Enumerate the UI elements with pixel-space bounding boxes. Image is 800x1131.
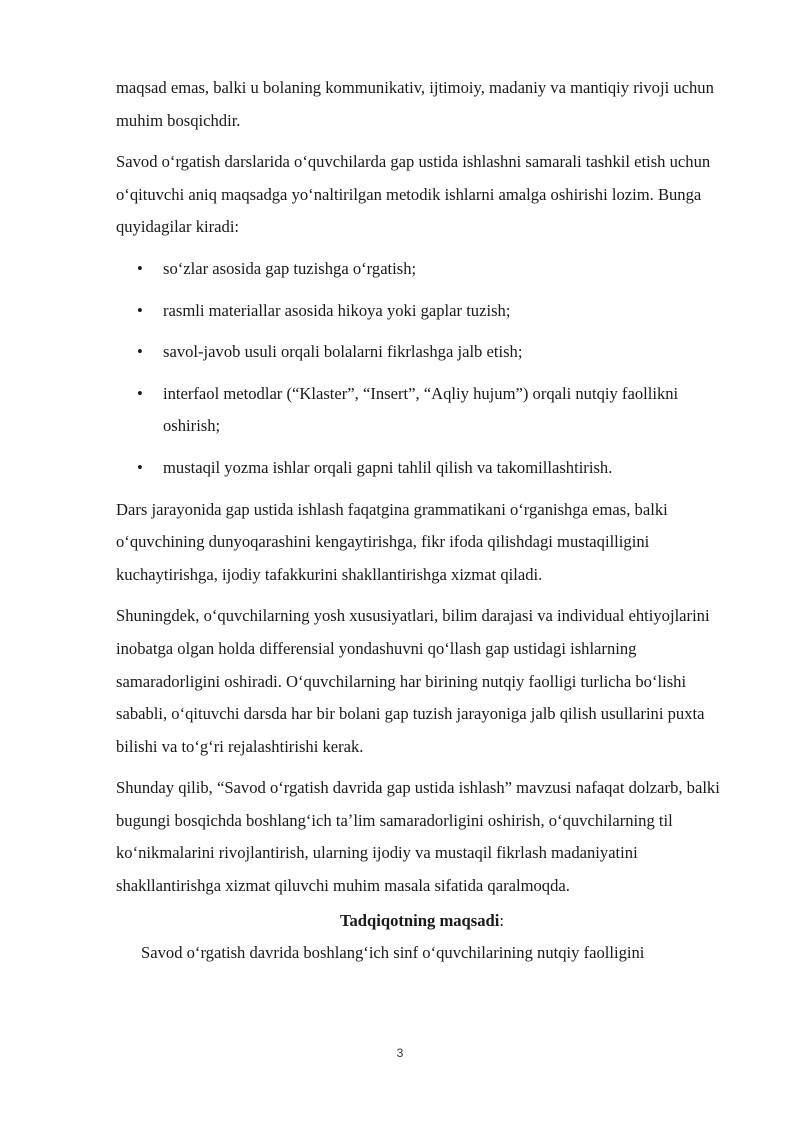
bullet-icon: •: [137, 300, 143, 320]
bullet-icon: •: [137, 342, 143, 362]
bullet-icon: •: [137, 383, 143, 403]
paragraph-differential-approach: Shuningdek, oʻquvchilarning yosh xususiyatlari, bilim darajasi va individual ehtiyojlarini inobatga olgan holda differensial yondashuvni qoʻllash gap ustidagi ishlarning samaradorligini oshiradi. Oʻquvchilarning har birining nutqiy faolligi turlicha boʻlishi sababli, oʻqituvchi darsda har bir bolani gap tuzish jarayoniga jalb qilish usullarini puxta bilishi va toʻgʻri rejalashtirishi kerak.: [116, 606, 710, 756]
list-item: • mustaqil yozma ishlar orqali gapni tahlil qilish va takomillashtirish.: [116, 452, 728, 485]
document-page: [116, 72, 728, 970]
paragraph-intro-continuation: maqsad emas, balki u bolaning kommunikativ, ijtimoiy, madaniy va mantiqiy rivoji uchun muhim bosqichdir.: [116, 78, 714, 130]
bullet-icon: •: [137, 258, 143, 278]
list-item: • interfaol metodlar (“Klaster”, “Insert”, “Aqliy hujum”) orqali nutqiy faollikni oshirish;: [116, 378, 728, 443]
list-item: • savol-javob usuli orqali bolalarni fikrlashga jalb etish;: [116, 336, 728, 369]
section-heading: [116, 905, 728, 938]
paragraph-methods-intro: Savod oʻrgatish darslarida oʻquvchilarda gap ustida ishlashni samarali tashkil etish uchun oʻqituvchi aniq maqsadga yoʻnaltirilgan metodik ishlarni amalga oshirishi lozim. Bunga quyidagilar kiradi:: [116, 152, 711, 237]
paragraph-lesson-process: Dars jarayonida gap ustida ishlash faqatgina grammatikani oʻrganishga emas, balki oʻquvchining dunyoqarashini kengaytirishga, fikr ifoda qilishdagi mustaqilligini kuchaytirishga, ijodiy tafakkurini shakllantirishga xizmat qiladi.: [116, 499, 668, 584]
section-heading-colon: :: [499, 910, 505, 930]
paragraph-conclusion: Shunday qilib, “Savod oʻrgatish davrida gap ustida ishlash” mavzusi nafaqat dolzarb, balki bugungi bosqichda boshlangʻich taʼlim samaradorligini oshirish, oʻquvchilarning til koʻnikmalarini rivojlantirish, ularning ijodiy va mustaqil fikrlash madaniyatini shakllantirishga xizmat qiluvchi muhim masala sifatida qaralmoqda.: [116, 778, 720, 896]
list-item: • soʻzlar asosida gap tuzishga oʻrgatish;: [116, 253, 728, 286]
section-heading-text: Tadqiqotning maqsadi: [339, 910, 500, 930]
page-number: 3: [396, 1046, 404, 1060]
list-item: • rasmli materiallar asosida hikoya yoki gaplar tuzish;: [116, 295, 728, 328]
methods-list: [116, 253, 728, 485]
bullet-icon: •: [137, 457, 143, 477]
paragraph-goal-start: Savod oʻrgatish davrida boshlangʻich sinf oʻquvchilarining nutqiy faolligini: [141, 943, 645, 963]
